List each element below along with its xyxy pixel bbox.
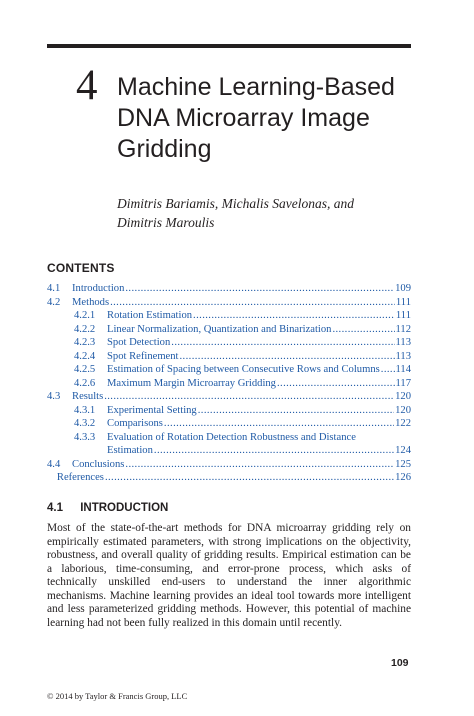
toc-page: 122 (395, 418, 411, 429)
toc-title: Results (72, 391, 104, 402)
toc-number: 4.3.1 (74, 404, 96, 416)
contents-heading: CONTENTS (47, 261, 115, 275)
toc-title: Linear Normalization, Quantization and Binarization (107, 323, 332, 335)
toc-entry-rotation-estimation[interactable] (47, 309, 411, 323)
toc-page: 125 (395, 458, 411, 470)
section-heading (47, 502, 168, 514)
toc-number: 4.2.4 (74, 350, 96, 362)
toc-leader (110, 296, 395, 310)
chapter-title-line: DNA Microarray Image (117, 104, 370, 132)
toc-page: 117 (395, 377, 411, 389)
toc-entry-references[interactable] (47, 471, 411, 485)
toc-entry-methods[interactable] (47, 296, 411, 310)
toc-page: 111 (395, 310, 411, 321)
toc-entry-evaluation-line1[interactable] (47, 431, 411, 445)
toc-leader (381, 363, 395, 377)
toc-page: 113 (395, 337, 411, 348)
section-title: INTRODUCTION (80, 502, 169, 514)
toc-title: Methods (72, 296, 110, 308)
toc-title: Conclusions (72, 458, 125, 470)
toc-number: 4.4 (47, 458, 61, 470)
toc-title: Estimation of Spacing between Consecutive Rows and Columns (107, 364, 380, 375)
toc-entry-experimental-setting[interactable] (47, 404, 411, 418)
toc-title: Estimation (107, 445, 153, 456)
toc-page: 120 (395, 404, 411, 416)
authors-line: Dimitris Maroulis (117, 215, 215, 230)
toc-entry-introduction[interactable] (47, 282, 411, 296)
toc-title: References (56, 472, 104, 483)
body-paragraph: Most of the state-of-the-art methods for DNA microarray gridding rely on empirically estimated parameters, with strong implications on the objectivity, robustness, and overall quality of gridding results. Empirical estimation can be a laborious, time-consuming, and error-prone process, which asks of technically unskilled end-users to understand the inner algorithmic mechanisms. Machine learning provides an ideal tool towards more intelligent and less parameterized gridding methods. However, this potential of machine learning had not been fully realized in this domain until recently. (47, 522, 411, 629)
toc-page: 120 (395, 391, 411, 402)
toc-page: 112 (395, 323, 411, 335)
copyright-notice: © 2014 by Taylor & Francis Group, LLC (47, 691, 188, 701)
toc-leader (154, 444, 394, 458)
toc-page: 114 (395, 364, 411, 375)
toc-entry-spot-refinement[interactable] (47, 350, 411, 364)
toc-title: Evaluation of Rotation Detection Robustness and Distance (107, 431, 356, 443)
toc-title: Comparisons (107, 418, 163, 429)
toc-page: 109 (395, 283, 411, 294)
toc-number: 4.2.5 (74, 364, 96, 375)
toc-number: 4.2.6 (74, 377, 96, 389)
toc-entry-spot-detection[interactable] (47, 336, 411, 350)
toc-entry-spacing-estimation[interactable] (47, 363, 411, 377)
toc-number: 4.3.2 (74, 418, 96, 429)
section-number: 4.1 (47, 502, 63, 514)
toc-leader (164, 417, 394, 431)
chapter-title-line: Gridding (117, 135, 212, 163)
top-rule (47, 44, 411, 48)
toc-number: 4.1 (47, 283, 61, 294)
toc-leader (105, 471, 394, 485)
toc-leader (125, 282, 394, 296)
toc-entry-max-margin-gridding[interactable] (47, 377, 411, 391)
toc-number: 4.2.1 (74, 310, 96, 321)
toc-leader (125, 458, 394, 472)
toc-title: Spot Detection (107, 337, 171, 348)
authors (117, 194, 354, 232)
toc-number: 4.2.3 (74, 337, 96, 348)
authors-line: Dimitris Bariamis, Michalis Savelonas, and (117, 196, 354, 211)
toc-page: 124 (395, 445, 411, 456)
toc-number: 4.2.2 (74, 323, 96, 335)
toc-leader (332, 323, 394, 337)
toc-leader (104, 390, 394, 404)
toc-number: 4.2 (47, 296, 61, 308)
toc-leader (193, 309, 395, 323)
toc-leader (171, 336, 394, 350)
toc-leader (198, 404, 394, 418)
toc-title: Introduction (72, 283, 125, 294)
toc-title: Rotation Estimation (107, 310, 193, 321)
toc-page: 113 (395, 350, 411, 362)
toc-leader (180, 350, 395, 364)
toc-title: Maximum Margin Microarray Gridding (107, 377, 276, 389)
toc-leader (277, 377, 395, 391)
toc-number: 4.3.3 (74, 431, 96, 443)
toc-number: 4.3 (47, 391, 61, 402)
toc-page: 126 (395, 472, 411, 483)
toc-entry-normalization[interactable] (47, 323, 411, 337)
toc-entry-comparisons[interactable] (47, 417, 411, 431)
toc-entry-evaluation-line2[interactable] (47, 444, 411, 458)
chapter-number: 4 (76, 62, 98, 109)
toc-entry-conclusions[interactable] (47, 458, 411, 472)
toc-title: Spot Refinement (107, 350, 179, 362)
toc-entry-results[interactable] (47, 390, 411, 404)
chapter-title-line: Machine Learning-Based (117, 73, 395, 101)
chapter-title (117, 72, 395, 165)
toc-page: 111 (395, 296, 411, 308)
table-of-contents (47, 282, 411, 485)
page-number: 109 (391, 657, 409, 669)
toc-title: Experimental Setting (107, 404, 197, 416)
